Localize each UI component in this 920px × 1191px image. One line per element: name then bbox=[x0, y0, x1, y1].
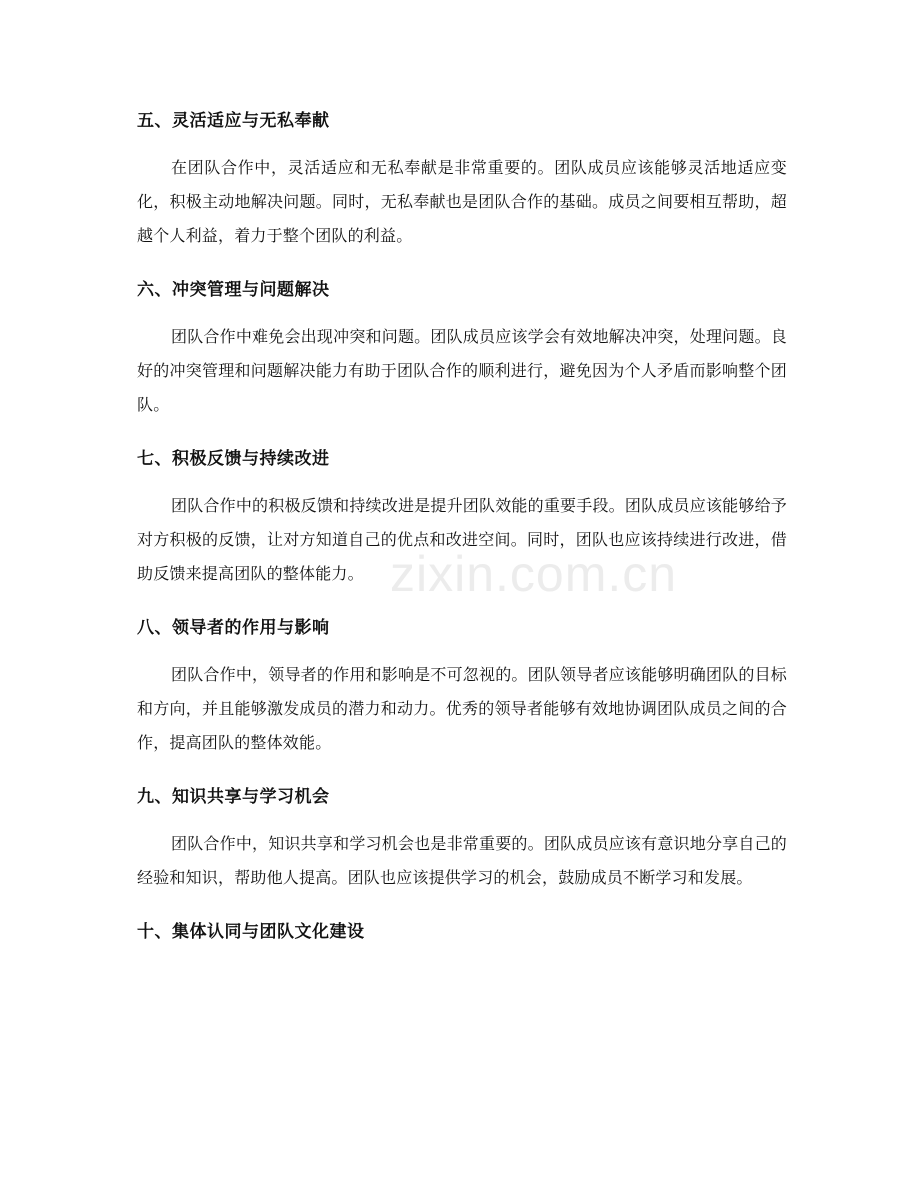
section-heading-7: 七、积极反馈与持续改进 bbox=[137, 449, 330, 469]
section-paragraph-6: 团队合作中难免会出现冲突和问题。团队成员应该学会有效地解决冲突，处理问题。良好的冲突管理和问题解决能力有助于团队合作的顺利进行，避免因为个人矛盾而影响整个团队。 bbox=[137, 327, 787, 414]
section-heading-9: 九、知识共享与学习机会 bbox=[137, 787, 330, 807]
section-paragraph-8: 团队合作中，领导者的作用和影响是不可忽视的。团队领导者应该能够明确团队的目标和方向，并且能够激发成员的潜力和动力。优秀的领导者能够有效地协调团队成员之间的合作，提高团队的整体效能。 bbox=[137, 665, 787, 752]
section-heading-5: 五、灵活适应与无私奉献 bbox=[137, 111, 330, 131]
section-heading-8: 八、领导者的作用与影响 bbox=[137, 618, 330, 638]
section-heading-10: 十、集体认同与团队文化建设 bbox=[137, 922, 365, 942]
section-heading-6: 六、冲突管理与问题解决 bbox=[137, 280, 330, 300]
document-page bbox=[137, 103, 787, 962]
section-paragraph-7: 团队合作中的积极反馈和持续改进是提升团队效能的重要手段。团队成员应该能够给予对方积极的反馈，让对方知道自己的优点和改进空间。同时，团队也应该持续进行改进，借助反馈来提高团队的整体能力。 bbox=[137, 496, 787, 583]
watermark: zixin.com.cn bbox=[390, 546, 678, 602]
section-paragraph-9: 团队合作中，知识共享和学习机会也是非常重要的。团队成员应该有意识地分享自己的经验和知识，帮助他人提高。团队也应该提供学习的机会，鼓励成员不断学习和发展。 bbox=[137, 834, 787, 887]
section-paragraph-5: 在团队合作中，灵活适应和无私奉献是非常重要的。团队成员应该能够灵活地适应变化，积极主动地解决问题。同时，无私奉献也是团队合作的基础。成员之间要相互帮助，超越个人利益，着力于整个团队的利益。 bbox=[137, 158, 787, 245]
